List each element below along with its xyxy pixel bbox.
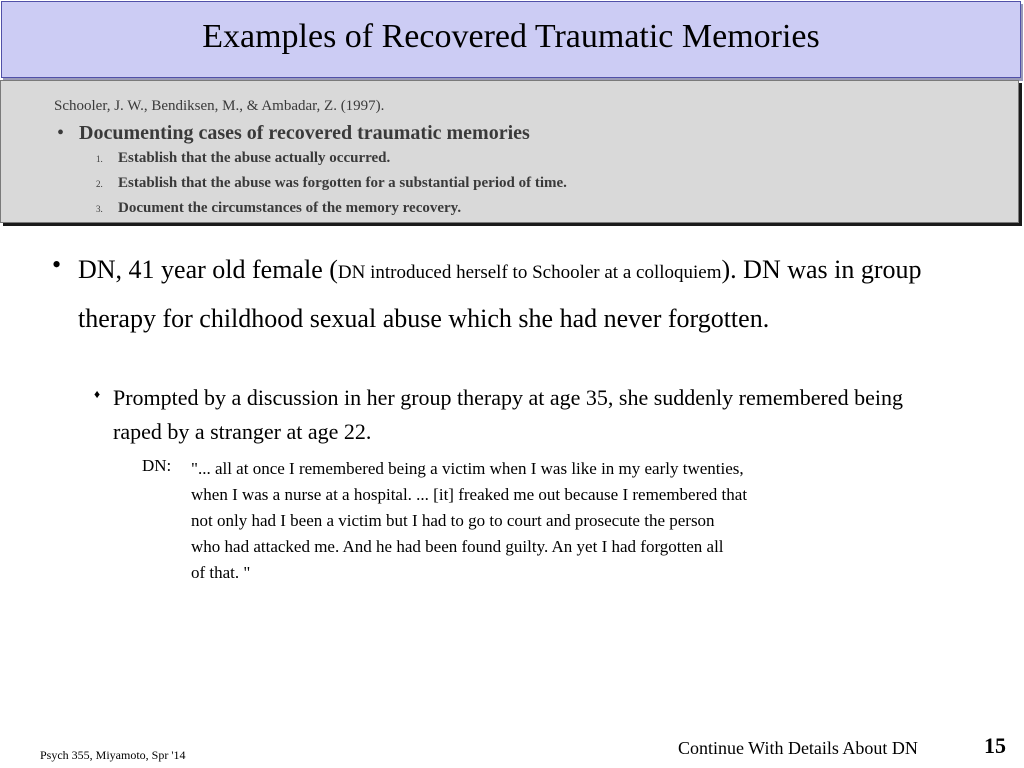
bullet-icon: • bbox=[52, 250, 62, 279]
step-number: 3. bbox=[96, 203, 103, 214]
slide-title: Examples of Recovered Traumatic Memories bbox=[202, 17, 820, 55]
diamond-bullet-icon: ♦ bbox=[94, 387, 101, 401]
reference-heading: Documenting cases of recovered traumatic memories bbox=[79, 122, 530, 144]
step-text: Document the circumstances of the memory recovery. bbox=[118, 200, 462, 216]
quote-text: "... all at once I remembered being a victim when I was like in my early twenties, when I was a nurse at a hospital. ... [it] freaked me out because I remembered that not only had I been a victim but I had to go to court and prosecute the person who had attacked me. And he had been found guilty. An yet I had forgotten all of that. " bbox=[191, 459, 748, 582]
quote-speaker: DN: bbox=[142, 456, 172, 475]
bullet-icon: • bbox=[57, 122, 65, 144]
recovery-description: Prompted by a discussion in her group therapy at age 35, she suddenly remembered being raped by a stranger at age 22. bbox=[113, 385, 903, 444]
reference-step bbox=[96, 150, 390, 167]
step-number: 1. bbox=[96, 153, 103, 164]
footer-course: Psych 355, Miyamoto, Spr '14 bbox=[40, 748, 186, 762]
reference-box bbox=[0, 80, 1019, 223]
reference-step bbox=[96, 175, 567, 192]
continue-link[interactable]: Continue With Details About DN bbox=[678, 738, 918, 758]
case-lead-end: ). bbox=[721, 255, 737, 284]
page-number: 15 bbox=[984, 733, 1006, 758]
reference-citation: Schooler, J. W., Bendiksen, M., & Ambadar, Z. (1997). bbox=[54, 98, 385, 114]
step-text: Establish that the abuse was forgotten for a substantial period of time. bbox=[118, 175, 567, 191]
case-lead: DN, 41 year old female ( bbox=[78, 255, 338, 284]
case-continuation: DN was in group therapy for childhood sexual abuse which she had never forgotten. bbox=[78, 255, 922, 333]
title-bar bbox=[1, 1, 1021, 78]
case-description bbox=[78, 247, 958, 342]
step-number: 2. bbox=[96, 178, 103, 189]
case-aside: DN introduced herself to Schooler at a colloquiem bbox=[337, 262, 722, 283]
step-text: Establish that the abuse actually occurred. bbox=[118, 150, 391, 166]
reference-step bbox=[96, 200, 461, 217]
